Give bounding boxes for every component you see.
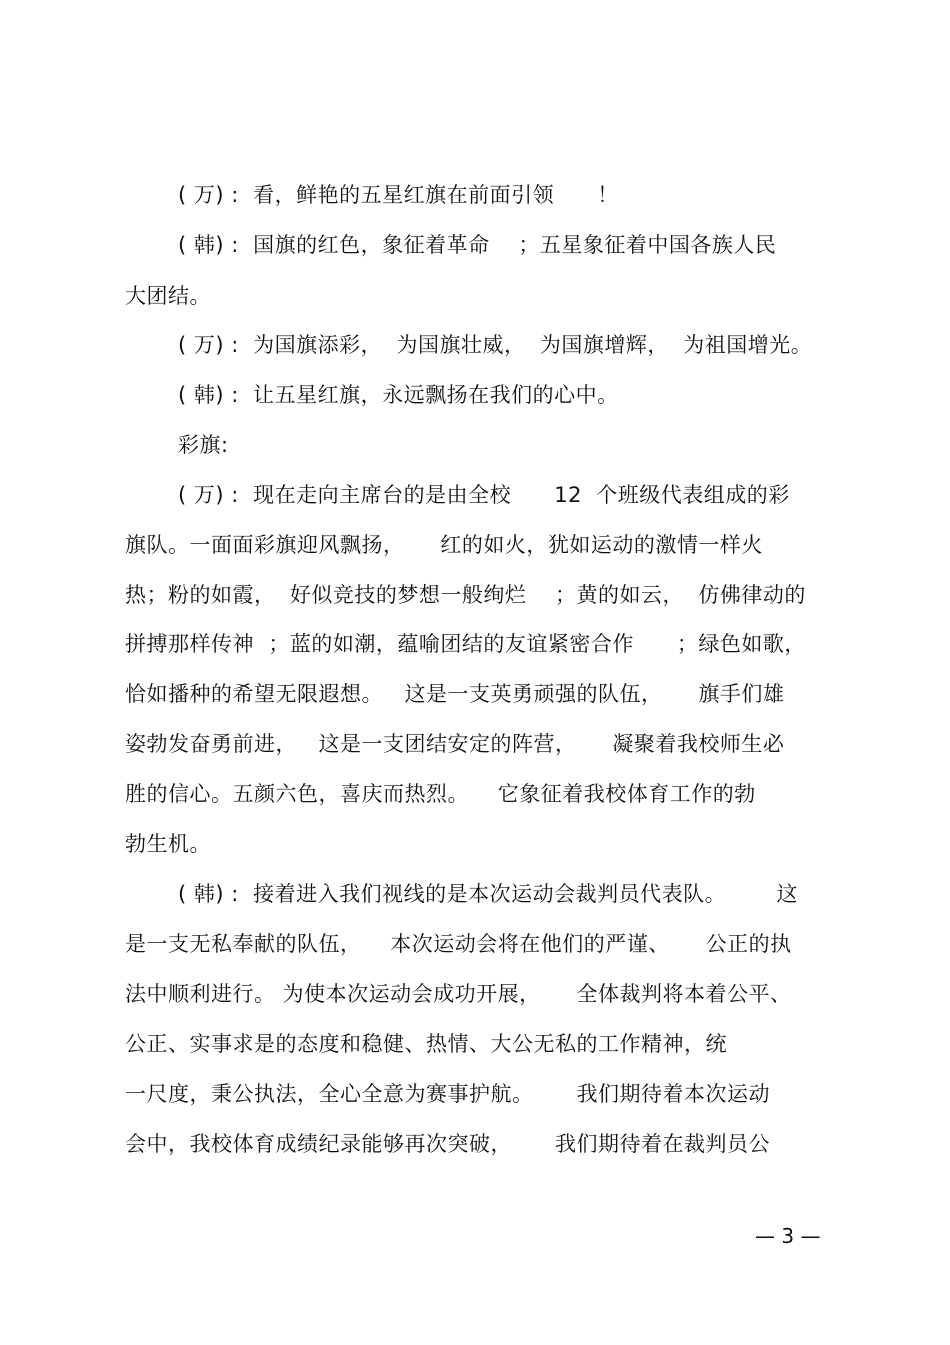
text-line: 热；粉的如霞， 好似竞技的梦想一般绚烂 ；黄的如云， 仿佛律动的 [125, 583, 806, 607]
page-number: — 3 — [755, 1224, 821, 1248]
text-line: ( 韩) : 国旗的红色，象征着革命 ；五星象征着中国各族人民 [178, 233, 777, 257]
text-line: 法中顺利进行。 为使本次运动会成功开展， 全体裁判将本着公平、 [125, 982, 792, 1006]
text-line: ( 万) : 为国旗添彩， 为国旗壮威， 为国旗增辉， 为祖国增光。 [178, 333, 813, 357]
text-line: ( 韩) : 让五星红旗，永远飘扬在我们的心中。 [178, 383, 619, 407]
text-line: 拼搏那样传神 ；蓝的如潮，蕴喻团结的友谊紧密合作 ；绿色如歌， [125, 632, 806, 656]
text-line: ( 万) : 看，鲜艳的五星红旗在前面引领 ！ [178, 183, 619, 207]
text-line: 一尺度，秉公执法，全心全意为赛事护航。 我们期待着本次运动 [125, 1082, 771, 1106]
text-line: 胜的信心。五颜六色，喜庆而热烈。 它象征着我校体育工作的勃 [125, 782, 756, 806]
text-line: ( 韩) : 接着进入我们视线的是本次运动会裁判员代表队。 这 [178, 882, 798, 906]
text-line: 会中，我校体育成绩纪录能够再次突破， 我们期待着在裁判员公 [125, 1132, 771, 1156]
text-line: 大团结。 [125, 284, 211, 308]
text-line: 是一支无私奉献的队伍， 本次运动会将在他们的严谨、 公正的执 [125, 932, 792, 956]
text-line: 姿勃发奋勇前进， 这是一支团结安定的阵营， 凝聚着我校师生必 [125, 732, 785, 756]
text-line: 恰如播种的希望无限遐想。 这是一支英勇顽强的队伍， 旗手们雄 [125, 682, 785, 706]
text-line: 旗队。一面面彩旗迎风飘扬， 红的如火，犹如运动的激情一样火 [125, 533, 763, 557]
text-line: ( 万) : 现在走向主席台的是由全校 12 个班级代表组成的彩 [178, 483, 790, 507]
text-line: 公正、实事求是的态度和稳健、热情、大公无私的工作精神，统 [125, 1032, 727, 1056]
section-heading: 彩旗: [178, 433, 229, 457]
text-line: 勃生机。 [125, 832, 211, 856]
